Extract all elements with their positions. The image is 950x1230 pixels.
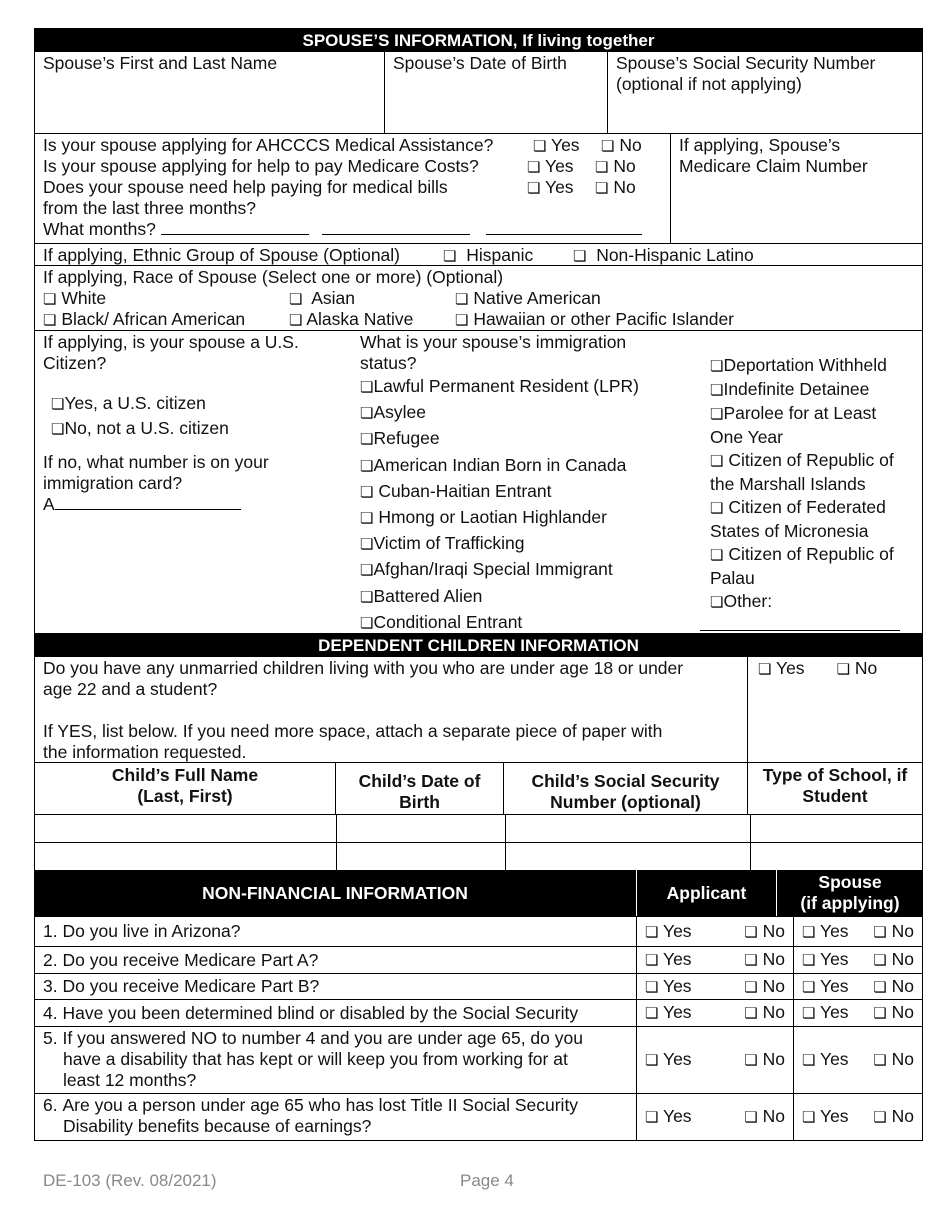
checkbox-icon — [645, 976, 658, 996]
imm-parolee-2: One Year — [710, 427, 783, 447]
ethnic-group — [35, 244, 922, 265]
checkbox-icon — [758, 658, 771, 678]
race-black[interactable]: ❏ Black/ African American — [43, 309, 245, 331]
spouse-yes[interactable]: ❏ Yes — [802, 1049, 849, 1071]
race-white[interactable]: ❏ White — [43, 288, 106, 310]
checkbox-icon — [802, 1106, 815, 1126]
checkbox-icon — [289, 288, 302, 308]
spouse-no[interactable]: ❏ No — [873, 976, 914, 998]
spouse-applying-questions — [35, 134, 671, 243]
applicant-answer — [637, 1027, 794, 1093]
applicant-yes[interactable]: ❏ Yes — [645, 976, 692, 998]
checkbox-icon — [873, 921, 886, 941]
nonfinancial-row — [34, 947, 923, 974]
imm-marshall[interactable]: ❏ Citizen of Republic of — [710, 449, 914, 473]
checkbox-icon — [43, 288, 56, 308]
checkbox-icon — [802, 921, 815, 941]
children-table-row — [34, 815, 923, 843]
checkbox-icon — [645, 1049, 658, 1069]
spouse-name-label: Spouse’s First and Last Name — [43, 53, 278, 73]
checkbox-icon — [710, 544, 723, 564]
question-text: 6. Are you a person under age 65 who has lost Title II Social Security Disability benefits because of earnings? — [35, 1094, 637, 1140]
checkbox-icon — [443, 245, 456, 265]
claim-label-1: If applying, Spouse’s — [679, 135, 841, 155]
spouse-claim-number-field[interactable] — [671, 134, 922, 243]
question-text: 2. Do you receive Medicare Part A? — [35, 947, 637, 973]
applicant-yes[interactable]: ❏ Yes — [645, 1002, 692, 1024]
checkbox-icon — [744, 1002, 757, 1022]
imm-other-field[interactable] — [700, 616, 900, 631]
checkbox-icon — [533, 135, 546, 155]
checkbox-icon — [455, 288, 468, 308]
ethnic-label: If applying, Ethnic Group of Spouse (Optional) — [43, 245, 401, 265]
citizen-no[interactable]: ❏ No, not a U.S. citizen — [51, 418, 344, 440]
citizen-question-2: Citizen? — [43, 353, 107, 373]
checkbox-icon — [51, 393, 64, 413]
checkbox-icon — [645, 921, 658, 941]
children-table-row — [34, 843, 923, 870]
question-text: 4. Have you been determined blind or disabled by the Social Security — [35, 1000, 637, 1026]
col-child-school: Type of School, if Student — [762, 765, 908, 806]
checkbox-icon — [873, 976, 886, 996]
checkbox-icon — [360, 533, 373, 553]
race-alaska-native[interactable]: ❏ Alaska Native — [289, 309, 413, 331]
spouse-answer — [794, 1000, 922, 1026]
month-3-field[interactable] — [486, 220, 642, 235]
checkbox-icon — [645, 1002, 658, 1022]
dependents-list-1: If YES, list below. If you need more space, attach a separate piece of paper with — [43, 721, 663, 741]
spouse-no[interactable]: ❏ No — [873, 1049, 914, 1071]
ethnic-hispanic[interactable]: ❏ Hispanic — [443, 245, 533, 267]
checkbox-icon — [710, 450, 723, 470]
q-medical-bills-label: Does your spouse need help paying for medical bills — [43, 177, 448, 197]
imm-palau-2: Palau — [710, 568, 755, 588]
q-medicare-costs-no[interactable]: ❏ No — [595, 156, 636, 178]
ethnic-non-hispanic[interactable]: ❏ Non-Hispanic Latino — [573, 245, 754, 267]
imm-refugee[interactable]: ❏ Refugee — [360, 426, 694, 452]
applicant-no[interactable]: ❏ No — [744, 949, 785, 971]
race-hawaiian[interactable]: ❏ Hawaiian or other Pacific Islander — [455, 309, 734, 331]
dependents-no[interactable]: ❏ No — [837, 658, 878, 761]
checkbox-icon — [360, 507, 373, 527]
spouse-ssn-label: Spouse’s Social Security Number — [616, 53, 876, 73]
checkbox-icon — [802, 1002, 815, 1022]
imm-palau[interactable]: ❏ Citizen of Republic of — [710, 543, 914, 567]
applicant-col-header: Applicant — [636, 870, 776, 916]
spouse-no[interactable]: ❏ No — [873, 949, 914, 971]
applicant-answer — [637, 1000, 794, 1026]
col-child-ssn: Child’s Social Security Number (optional) — [504, 763, 748, 814]
nonfinancial-row — [34, 1094, 923, 1141]
checkbox-icon — [360, 455, 373, 475]
col-child-dob: Child’s Date of Birth — [336, 763, 504, 814]
imm-battered-alien[interactable]: ❏ Battered Alien — [360, 584, 694, 610]
applicant-no[interactable]: ❏ No — [744, 976, 785, 998]
checkbox-icon — [595, 177, 608, 197]
spouse-answer — [794, 917, 922, 946]
spouse-race-row — [34, 266, 923, 331]
spouse-col-header: Spouse (if applying) — [776, 870, 923, 916]
checkbox-icon — [710, 403, 723, 423]
spouse-answer — [794, 947, 922, 973]
checkbox-icon — [573, 245, 586, 265]
spouse-yes[interactable]: ❏ Yes — [802, 921, 849, 943]
checkbox-icon — [289, 309, 302, 329]
imm-micronesia[interactable]: ❏ Citizen of Federated — [710, 496, 914, 520]
checkbox-icon — [710, 355, 723, 375]
imm-marshall-2: the Marshall Islands — [710, 474, 866, 494]
applicant-yes[interactable]: ❏ Yes — [645, 921, 692, 943]
checkbox-icon — [710, 497, 723, 517]
form-page — [34, 28, 923, 1141]
checkbox-icon — [360, 376, 373, 396]
page-number: Page 4 — [460, 1171, 514, 1190]
spouse-answer — [794, 1094, 922, 1140]
dependents-section-header: DEPENDENT CHILDREN INFORMATION — [34, 633, 923, 657]
spouse-ssn-note: (optional if not applying) — [616, 74, 802, 94]
q-medical-bills-no[interactable]: ❏ No — [595, 177, 636, 199]
citizen-yes[interactable]: ❏ Yes, a U.S. citizen — [51, 393, 344, 415]
checkbox-icon — [837, 658, 850, 678]
applicant-answer — [637, 917, 794, 946]
card-number-field[interactable] — [55, 495, 241, 510]
spouse-answer — [794, 974, 922, 999]
nonfinancial-section-header — [34, 870, 923, 916]
checkbox-icon — [744, 921, 757, 941]
imm-asylee[interactable]: ❏ Asylee — [360, 400, 694, 426]
checkbox-icon — [744, 976, 757, 996]
imm-parolee[interactable]: ❏ Parolee for at Least — [710, 402, 914, 426]
dependents-question-row — [34, 657, 923, 763]
imm-indefinite[interactable]: ❏ Indefinite Detainee — [710, 378, 914, 402]
spouse-name-field[interactable] — [35, 52, 385, 133]
spouse-no[interactable]: ❏ No — [873, 1002, 914, 1024]
applicant-yes[interactable]: ❏ Yes — [645, 1106, 692, 1128]
applicant-no[interactable]: ❏ No — [744, 921, 785, 943]
spouse-dob-field[interactable] — [385, 52, 608, 133]
question-text: 1. Do you live in Arizona? — [35, 917, 637, 946]
imm-american-indian[interactable]: ❏ American Indian Born in Canada — [360, 453, 694, 479]
imm-afghan-iraqi[interactable]: ❏ Afghan/Iraqi Special Immigrant — [360, 557, 694, 583]
spouse-yes[interactable]: ❏ Yes — [802, 1002, 849, 1024]
q-medicare-costs-yes[interactable]: ❏ Yes — [527, 156, 574, 178]
imm-cuban-haitian[interactable]: ❏ Cuban-Haitian Entrant — [360, 479, 694, 505]
checkbox-icon — [744, 1106, 757, 1126]
checkbox-icon — [527, 156, 540, 176]
child-2-ssn-field[interactable] — [506, 843, 751, 870]
checkbox-icon — [873, 1106, 886, 1126]
applicant-answer — [637, 1094, 794, 1140]
checkbox-icon — [360, 402, 373, 422]
checkbox-icon — [51, 418, 64, 438]
checkbox-icon — [595, 156, 608, 176]
col-child-name: Child’s Full Name (Last, First) — [35, 763, 336, 814]
nonfinancial-title: NON-FINANCIAL INFORMATION — [202, 882, 468, 903]
child-1-name-field[interactable] — [35, 815, 337, 842]
race-group — [35, 266, 922, 330]
q-ahcccs-yes[interactable]: ❏ Yes — [533, 135, 580, 157]
child-1-school-field[interactable] — [751, 815, 922, 842]
immigration-column-left — [352, 331, 702, 633]
spouse-answer — [794, 1027, 922, 1093]
spouse-citizenship-row — [34, 331, 923, 633]
card-question-1: If no, what number is on your — [43, 452, 269, 472]
nonfinancial-row — [34, 974, 923, 1000]
child-2-name-field[interactable] — [35, 843, 337, 870]
checkbox-icon — [43, 309, 56, 329]
spouse-ssn-field[interactable] — [608, 52, 922, 133]
form-id: DE-103 (Rev. 08/2021) — [43, 1171, 217, 1190]
citizenship-column — [35, 331, 352, 633]
child-2-school-field[interactable] — [751, 843, 922, 870]
dependents-q1: Do you have any unmarried children living with you who are under age 18 or under — [43, 658, 684, 678]
spouse-yes[interactable]: ❏ Yes — [802, 1106, 849, 1128]
card-question-2: immigration card? — [43, 473, 183, 493]
child-1-ssn-field[interactable] — [506, 815, 751, 842]
checkbox-icon — [744, 1049, 757, 1069]
q-medical-bills-label-2: from the last three months? — [43, 198, 257, 218]
checkbox-icon — [710, 591, 723, 611]
checkbox-icon — [360, 586, 373, 606]
checkbox-icon — [802, 949, 815, 969]
applicant-yes[interactable]: ❏ Yes — [645, 1049, 692, 1071]
children-table-header — [34, 763, 923, 815]
immigration-column-right — [702, 331, 922, 633]
month-1-field[interactable] — [161, 220, 309, 235]
applicant-no[interactable]: ❏ No — [744, 1106, 785, 1128]
q-medicare-costs-label: Is your spouse applying for help to pay Medicare Costs? — [43, 156, 479, 176]
citizen-question-1: If applying, is your spouse a U.S. — [43, 332, 299, 352]
spouse-ethnic-row — [34, 244, 923, 266]
applicant-answer — [637, 974, 794, 999]
imm-hmong[interactable]: ❏ Hmong or Laotian Highlander — [360, 505, 694, 531]
spouse-yes[interactable]: ❏ Yes — [802, 976, 849, 998]
q-ahcccs-label: Is your spouse applying for AHCCCS Medical Assistance? — [43, 135, 494, 155]
q-ahcccs-no[interactable]: ❏ No — [601, 135, 642, 157]
imm-question-1: What is your spouse’s immigration — [360, 332, 627, 352]
checkbox-icon — [645, 949, 658, 969]
q-medical-bills-yes[interactable]: ❏ Yes — [527, 177, 574, 199]
checkbox-icon — [360, 559, 373, 579]
imm-deportation[interactable]: ❏ Deportation Withheld — [710, 354, 914, 378]
spouse-dob-label: Spouse’s Date of Birth — [393, 53, 567, 73]
imm-trafficking[interactable]: ❏ Victim of Trafficking — [360, 531, 694, 557]
spouse-identity-row — [34, 52, 923, 134]
question-text: 5. If you answered NO to number 4 and you are under age 65, do you have a disability that has kept or will keep you from working for at least 12 months? — [35, 1027, 637, 1093]
spouse-no[interactable]: ❏ No — [873, 1106, 914, 1128]
applicant-no[interactable]: ❏ No — [744, 1049, 785, 1071]
month-2-field[interactable] — [322, 220, 470, 235]
spouse-applying-row — [34, 134, 923, 244]
spouse-no[interactable]: ❏ No — [873, 921, 914, 943]
applicant-answer — [637, 947, 794, 973]
checkbox-icon — [360, 481, 373, 501]
checkbox-icon — [802, 1049, 815, 1069]
race-asian[interactable]: ❏ Asian — [289, 288, 355, 310]
checkbox-icon — [710, 379, 723, 399]
checkbox-icon — [645, 1106, 658, 1126]
nonfinancial-row — [34, 916, 923, 947]
card-number-line: A — [43, 494, 344, 515]
claim-label-2: Medicare Claim Number — [679, 156, 868, 176]
checkbox-icon — [360, 428, 373, 448]
checkbox-icon — [527, 177, 540, 197]
dependents-q2: age 22 and a student? — [43, 679, 218, 699]
checkbox-icon — [744, 949, 757, 969]
dependents-answer — [748, 657, 922, 762]
dependents-yes[interactable]: ❏ Yes — [758, 658, 805, 761]
dependents-list-2: the information requested. — [43, 742, 247, 762]
nonfinancial-questions — [34, 916, 923, 1141]
child-2-dob-field[interactable] — [337, 843, 506, 870]
child-1-dob-field[interactable] — [337, 815, 506, 842]
dependents-question — [35, 657, 748, 762]
checkbox-icon — [360, 612, 373, 632]
what-months-label: What months? — [43, 219, 156, 239]
imm-conditional-entrant[interactable]: ❏ Conditional Entrant — [360, 610, 694, 636]
race-label: If applying, Race of Spouse (Select one or more) (Optional) — [43, 267, 504, 287]
checkbox-icon — [873, 1002, 886, 1022]
imm-question-2: status? — [360, 353, 417, 373]
imm-lpr[interactable]: ❏ Lawful Permanent Resident (LPR) — [360, 374, 694, 400]
nonfinancial-row — [34, 1000, 923, 1027]
applicant-no[interactable]: ❏ No — [744, 1002, 785, 1024]
checkbox-icon — [455, 309, 468, 329]
race-native-american[interactable]: ❏ Native American — [455, 288, 601, 310]
imm-other[interactable]: ❏ Other: — [710, 590, 914, 614]
checkbox-icon — [802, 976, 815, 996]
spouse-yes[interactable]: ❏ Yes — [802, 949, 849, 971]
nonfinancial-row — [34, 1027, 923, 1094]
checkbox-icon — [873, 1049, 886, 1069]
checkbox-icon — [873, 949, 886, 969]
checkbox-icon — [601, 135, 614, 155]
question-text: 3. Do you receive Medicare Part B? — [35, 974, 637, 999]
imm-micronesia-2: States of Micronesia — [710, 521, 869, 541]
spouse-section-header: SPOUSE’S INFORMATION, If living together — [34, 28, 923, 52]
applicant-yes[interactable]: ❏ Yes — [645, 949, 692, 971]
